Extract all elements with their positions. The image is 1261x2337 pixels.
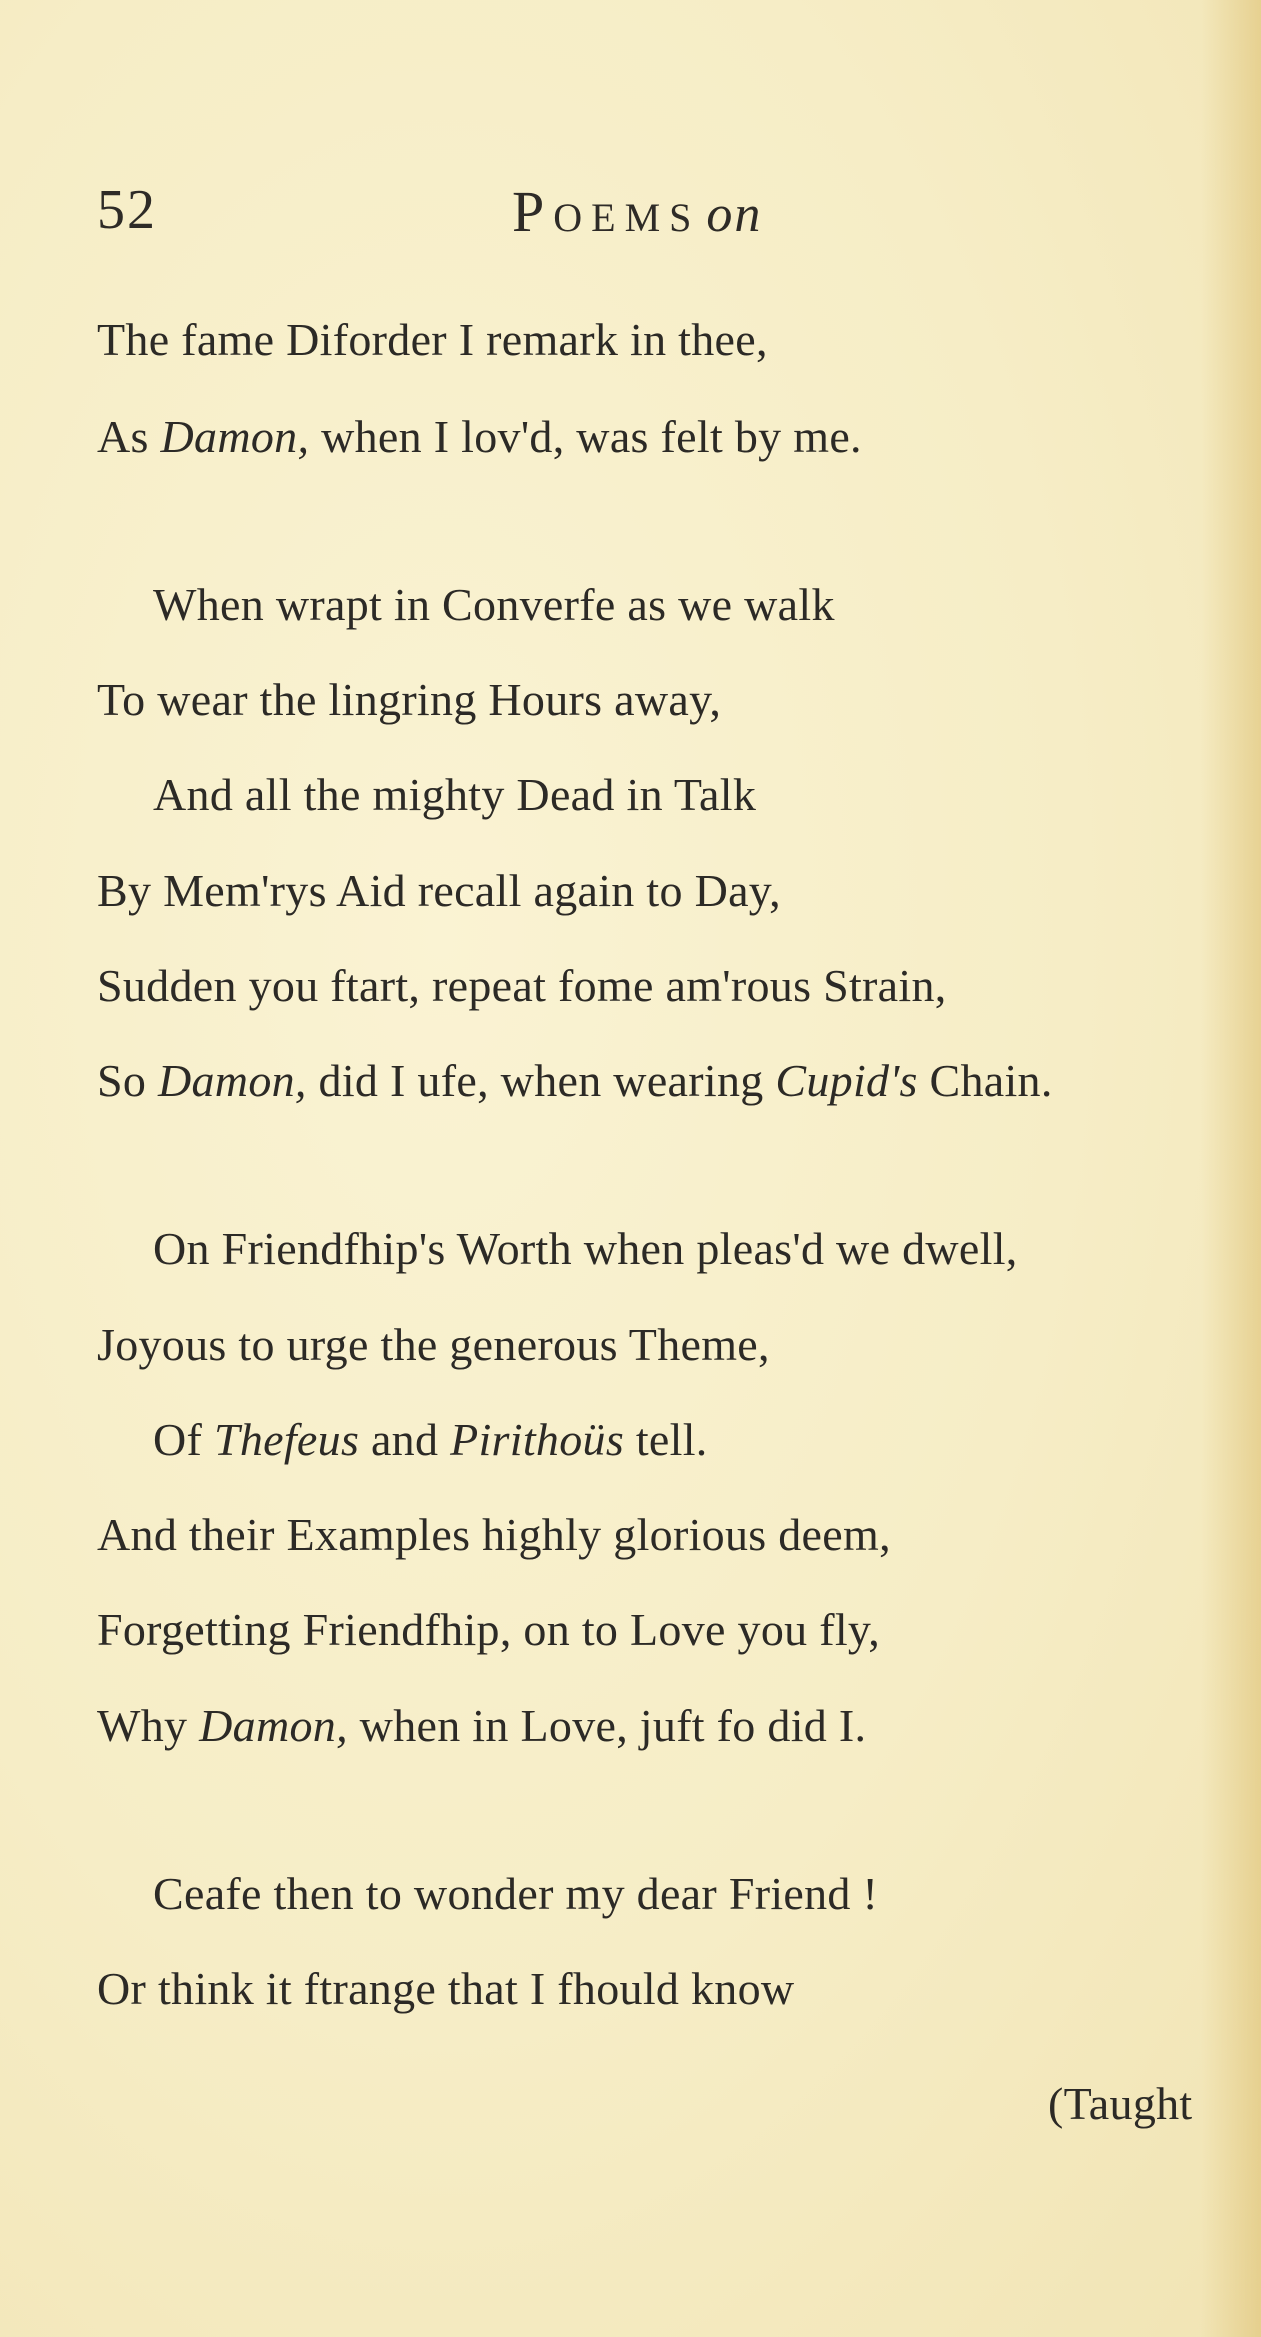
running-head-cap: P <box>512 179 554 244</box>
running-head-italic: on <box>706 186 763 243</box>
catchword: (Taught <box>1048 2078 1193 2129</box>
poem-line: To wear the lingring Hours away, <box>97 674 722 725</box>
page-header <box>0 178 1261 248</box>
page-number: 52 <box>97 179 157 241</box>
poem-line: And all the mighty Dead in Talk <box>153 769 757 820</box>
poem-line: Of Thefeus and Pirithoüs tell. <box>153 1414 708 1465</box>
poem-line: The fame Diforder I remark in thee, <box>97 314 768 365</box>
poem-line: When wrapt in Converfe as we walk <box>153 579 835 630</box>
poem-line: Why Damon, when in Love, juft fo did I. <box>97 1700 867 1751</box>
poem-line: So Damon, did I ufe, when wearing Cupid's Chain. <box>97 1055 1053 1106</box>
poem-line: By Mem'rys Aid recall again to Day, <box>97 865 781 916</box>
page-edge-shadow <box>1201 0 1261 2337</box>
poem-line: Ceafe then to wonder my dear Friend ! <box>153 1868 879 1919</box>
poem-line: Forgetting Friendfhip, on to Love you fly, <box>97 1604 881 1655</box>
poem-line: Or think it ftrange that I fhould know <box>97 1963 795 2014</box>
running-head-rest: OEMS <box>553 195 701 240</box>
poem-line: On Friendfhip's Worth when pleas'd we dwell, <box>153 1223 1018 1274</box>
poem-line: Joyous to urge the generous Theme, <box>97 1319 770 1370</box>
poem-line: As Damon, when I lov'd, was felt by me. <box>97 411 862 462</box>
poem-line: Sudden you ftart, repeat fome am'rous Strain, <box>97 960 947 1011</box>
running-head <box>512 178 762 245</box>
poem-line: And their Examples highly glorious deem, <box>97 1509 891 1560</box>
